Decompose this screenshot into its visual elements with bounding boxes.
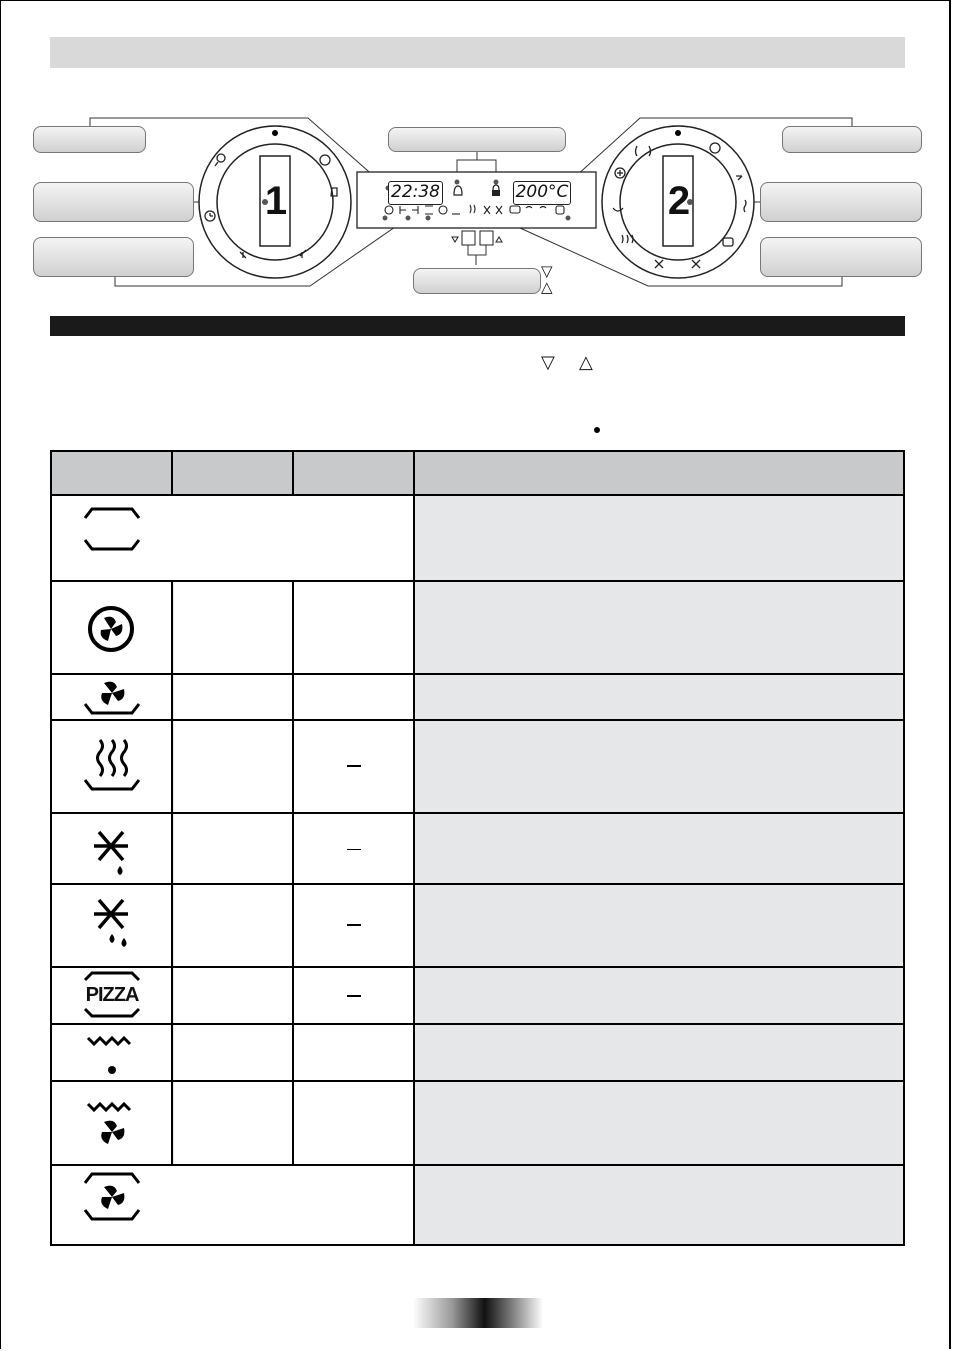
merged-row-1: [172, 496, 414, 582]
label-buttons: [413, 268, 541, 294]
page-number-bar: [413, 1298, 543, 1328]
label-knob1-mid: [33, 182, 194, 222]
heat-waves-icon: [82, 732, 142, 798]
table-header: [52, 452, 903, 496]
instruction-up-arrow-icon: △: [579, 352, 593, 373]
row5-dash: [347, 849, 361, 850]
defrost-drop-icon: [86, 824, 136, 878]
label-knob2-mid: [760, 182, 922, 222]
label-knob2-bottom: [760, 237, 922, 277]
defrost-two-drops-icon: [86, 892, 136, 952]
label-knob1-bottom: [33, 237, 194, 277]
row7-dash: [347, 995, 361, 997]
display-time: 22:38: [388, 181, 443, 205]
value-columns: [174, 582, 414, 1164]
fan-frame-icon: [82, 1170, 142, 1224]
row4-dash: [347, 765, 361, 767]
title-bar: [50, 37, 905, 68]
label-knob2-top: [782, 126, 922, 153]
pizza-label: PIZZA: [85, 984, 139, 1006]
up-button-box: [480, 231, 493, 245]
row6-dash: [347, 924, 361, 926]
merged-row-10: [172, 1166, 414, 1244]
grill-fan-icon: [82, 1096, 142, 1148]
oven-light-icon: [82, 504, 142, 554]
knob-2-number[interactable]: 2: [667, 179, 691, 223]
arrow-up-icon: △: [541, 278, 553, 296]
grill-dot-icon: [82, 1028, 142, 1078]
fan-circle-icon: [86, 604, 136, 654]
functions-table: [50, 450, 905, 1246]
instruction-dot-icon: [594, 427, 600, 433]
fan-bottom-icon: [82, 677, 142, 719]
label-display-top: [388, 127, 566, 152]
down-button-box: [462, 231, 475, 245]
section-bar: [50, 316, 905, 336]
lock-icon: [492, 190, 500, 196]
arrow-down-icon: ▽: [541, 262, 553, 280]
knob-1-number[interactable]: 1: [264, 179, 288, 223]
label-knob1-top: [33, 126, 146, 153]
instruction-down-arrow-icon: ▽: [541, 352, 555, 373]
display-temperature: 200°C: [513, 181, 571, 205]
